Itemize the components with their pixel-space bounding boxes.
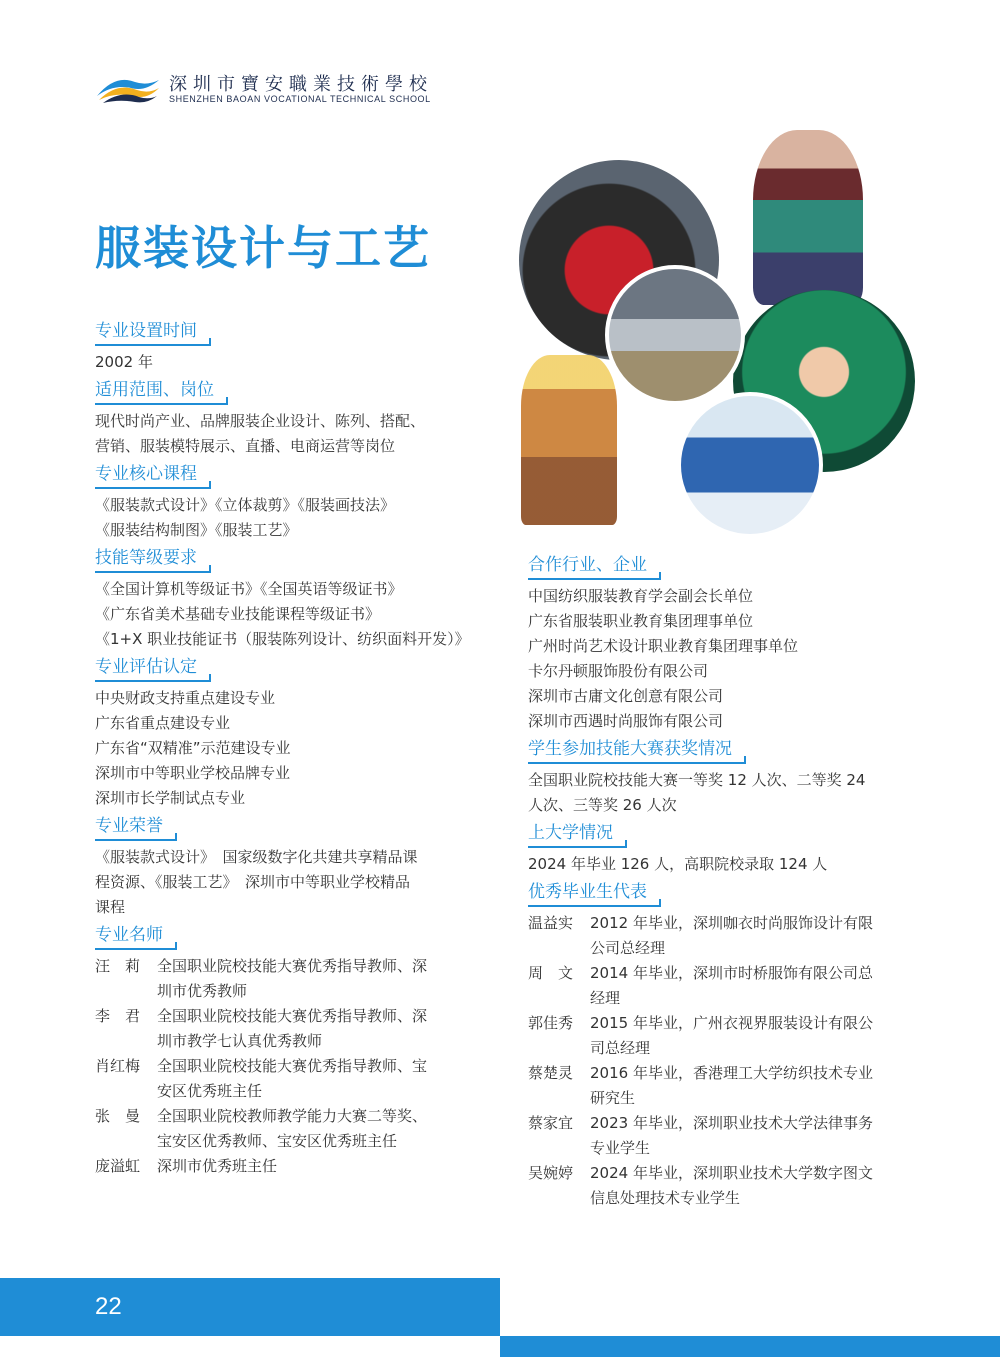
alumni-name: 周 文 xyxy=(528,964,574,982)
photo-collage xyxy=(515,130,935,540)
alumni-entry xyxy=(528,961,913,1011)
teacher-desc-line: 全国职业院校技能大赛优秀指导教师、深 xyxy=(157,957,428,975)
paragraph-line: 《服装款式设计》 国家级数字化共建共享精品课 xyxy=(95,848,418,866)
teacher-name: 张 曼 xyxy=(95,1107,141,1125)
teacher-entry xyxy=(95,1104,480,1154)
alumni-desc-line: 信息处理技术专业学生 xyxy=(590,1189,741,1207)
paragraph-line: 广东省“双精准”示范建设专业 xyxy=(95,739,291,757)
alumni-entry xyxy=(528,1061,913,1111)
paragraph-line: 广东省重点建设专业 xyxy=(95,714,231,732)
school-logo xyxy=(95,68,433,108)
section-heading: 专业设置时间 xyxy=(95,318,211,344)
teacher-entry xyxy=(95,954,480,1004)
alumni-entry xyxy=(528,1111,913,1161)
teacher-desc-line: 安区优秀班主任 xyxy=(157,1082,263,1100)
school-name-cn: 深圳市寶安職業技術學校 xyxy=(169,74,433,95)
fashion-illustration-image xyxy=(753,130,863,305)
alumni-desc-line: 研究生 xyxy=(590,1089,636,1107)
alumni-desc-line: 司总经理 xyxy=(590,1039,651,1057)
teacher-name: 肖红梅 xyxy=(95,1057,141,1075)
paragraph-line: 2002 年 xyxy=(95,353,153,371)
section-alumni xyxy=(528,879,913,1211)
alumni-entry xyxy=(528,911,913,961)
section-heading: 专业名师 xyxy=(95,922,177,948)
section-heading: 专业荣誉 xyxy=(95,813,177,839)
section-setup-time xyxy=(95,318,480,375)
paragraph-line: 中央财政支持重点建设专业 xyxy=(95,689,276,707)
teacher-desc-line: 深圳市优秀班主任 xyxy=(157,1157,278,1175)
teacher-desc-line: 全国职业院校技能大赛优秀指导教师、宝 xyxy=(157,1057,428,1075)
alumni-name: 郭佳秀 xyxy=(528,1014,574,1032)
alumni-desc-line: 2023 年毕业，深圳职业技术大学法律事务 xyxy=(590,1114,873,1132)
footer-bar xyxy=(0,1278,500,1336)
paragraph-line: 全国职业院校技能大赛一等奖 12 人次、二等奖 24 xyxy=(528,771,866,789)
alumni-desc-line: 2015 年毕业，广州衣视界服装设计有限公 xyxy=(590,1014,873,1032)
paragraph-line: 2024 年毕业 126 人，高职院校录取 124 人 xyxy=(528,855,828,873)
section-honors xyxy=(95,813,480,920)
section-famous-teachers xyxy=(95,922,480,1179)
alumni-entry xyxy=(528,1011,913,1061)
teacher-desc-line: 全国职业院校教师教学能力大赛二等奖、 xyxy=(157,1107,428,1125)
teacher-desc-line: 圳市教学七认真优秀教师 xyxy=(157,1032,323,1050)
school-name-en: SHENZHEN BAOAN VOCATIONAL TECHNICAL SCHOOL xyxy=(169,94,431,104)
section-heading: 上大学情况 xyxy=(528,820,627,846)
alumni-desc-line: 公司总经理 xyxy=(590,939,666,957)
section-heading: 专业评估认定 xyxy=(95,654,211,680)
paragraph-line: 广州时尚艺术设计职业教育集团理事单位 xyxy=(528,637,799,655)
page-number: 22 xyxy=(95,1293,122,1320)
section-heading: 技能等级要求 xyxy=(95,545,211,571)
section-partners xyxy=(528,552,913,734)
school-emblem-icon xyxy=(95,72,161,104)
alumni-desc-line: 专业学生 xyxy=(590,1139,651,1157)
alumni-name: 温益实 xyxy=(528,914,574,932)
alumni-name: 蔡楚灵 xyxy=(528,1064,574,1082)
alumni-name: 吴婉婷 xyxy=(528,1164,574,1182)
costume-sketch-image xyxy=(521,355,617,525)
alumni-desc-line: 2024 年毕业，深圳职业技术大学数字图文 xyxy=(590,1164,873,1182)
indigo-textile-display-photo xyxy=(677,392,823,538)
teacher-desc-line: 圳市优秀教师 xyxy=(157,982,248,1000)
alumni-desc-line: 2016 年毕业，香港理工大学纺织技术专业 xyxy=(590,1064,873,1082)
section-assessment xyxy=(95,654,480,811)
section-heading: 优秀毕业生代表 xyxy=(528,879,661,905)
paragraph-line: 《服装款式设计》《立体裁剪》《服装画技法》 xyxy=(95,496,396,514)
paragraph-line: 营销、服装模特展示、直播、电商运营等岗位 xyxy=(95,437,396,455)
section-competitions xyxy=(528,736,913,818)
paragraph-line: 现代时尚产业、品牌服装企业设计、陈列、搭配、 xyxy=(95,412,426,430)
section-heading: 合作行业、企业 xyxy=(528,552,661,578)
teacher-entry xyxy=(95,1154,480,1179)
right-column xyxy=(528,552,913,1213)
section-heading: 专业核心课程 xyxy=(95,461,211,487)
teacher-desc-line: 宝安区优秀教师、宝安区优秀班主任 xyxy=(157,1132,398,1150)
paragraph-line: 卡尔丹顿服饰股份有限公司 xyxy=(528,662,709,680)
teacher-name: 庞溢虹 xyxy=(95,1157,141,1175)
paragraph-line: 深圳市长学制试点专业 xyxy=(95,789,246,807)
teacher-entry xyxy=(95,1004,480,1054)
teacher-name: 汪 莉 xyxy=(95,957,141,975)
paragraph-line: 程资源、《服装工艺》 深圳市中等职业学校精品 xyxy=(95,873,411,891)
left-column xyxy=(95,318,480,1181)
paragraph-line: 深圳市中等职业学校品牌专业 xyxy=(95,764,291,782)
section-heading: 适用范围、岗位 xyxy=(95,377,228,403)
paragraph-line: 深圳市古庸文化创意有限公司 xyxy=(528,687,724,705)
alumni-entry xyxy=(528,1161,913,1211)
alumni-name: 蔡家宜 xyxy=(528,1114,574,1132)
paragraph-line: 《服装结构制图》《服装工艺》 xyxy=(95,521,298,539)
paragraph-line: 深圳市西遇时尚服饰有限公司 xyxy=(528,712,724,730)
page-title: 服装设计与工艺 xyxy=(95,221,431,275)
teacher-name: 李 君 xyxy=(95,1007,141,1025)
paragraph-line: 中国纺织服装教育学会副会长单位 xyxy=(528,587,754,605)
footer-stripe xyxy=(500,1336,1000,1357)
alumni-desc-line: 2014 年毕业，深圳市时桥服饰有限公司总 xyxy=(590,964,873,982)
alumni-desc-line: 经理 xyxy=(590,989,621,1007)
paragraph-line: 《全国计算机等级证书》《全国英语等级证书》 xyxy=(95,580,403,598)
paragraph-line: 《广东省美术基础专业技能课程等级证书》 xyxy=(95,605,381,623)
alumni-desc-line: 2012 年毕业，深圳咖衣时尚服饰设计有限 xyxy=(590,914,873,932)
paragraph-line: 课程 xyxy=(95,898,126,916)
exhibition-hall-photo xyxy=(605,265,745,405)
section-scope xyxy=(95,377,480,459)
section-core-courses xyxy=(95,461,480,543)
section-heading: 学生参加技能大赛获奖情况 xyxy=(528,736,746,762)
paragraph-line: 《1+X 职业技能证书（服装陈列设计、纺织面料开发）》 xyxy=(95,630,470,648)
teacher-entry xyxy=(95,1054,480,1104)
paragraph-line: 广东省服装职业教育集团理事单位 xyxy=(528,612,754,630)
section-skill-requirements xyxy=(95,545,480,652)
section-university xyxy=(528,820,913,877)
teacher-desc-line: 全国职业院校技能大赛优秀指导教师、深 xyxy=(157,1007,428,1025)
paragraph-line: 人次、三等奖 26 人次 xyxy=(528,796,677,814)
